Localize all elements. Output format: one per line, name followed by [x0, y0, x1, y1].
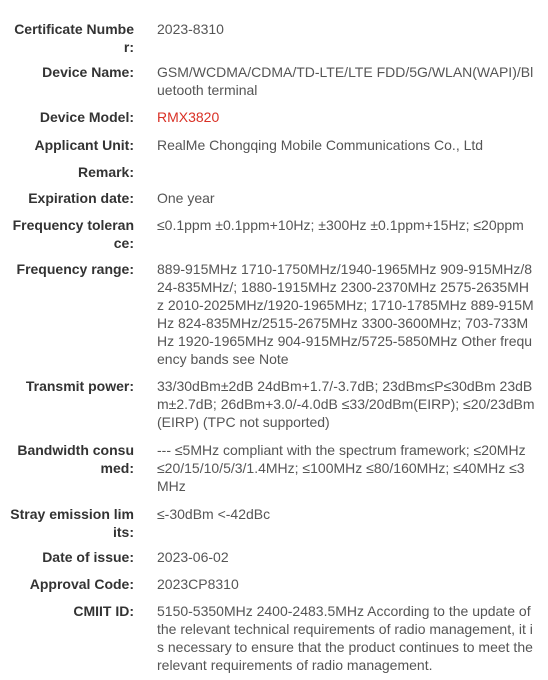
label-transmit-power: Transmit power: — [25, 378, 134, 394]
value-date-of-issue: 2023-06-02 — [157, 549, 229, 565]
label-frequency-tolerance: Frequency tolerance: — [12, 217, 134, 251]
value-device-model: RMX3820 — [157, 109, 220, 125]
label-bandwidth-consumed: Bandwidth consumed: — [17, 442, 134, 476]
value-approval-code: 2023CP8310 — [157, 576, 239, 592]
label-device-model: Device Model: — [39, 109, 134, 125]
label-approval-code: Approval Code: — [29, 576, 134, 592]
label-expiration-date: Expiration date: — [28, 190, 134, 206]
value-transmit-power: 33/30dBm±2dB 24dBm+1.7/-3.7dB; 23dBm≤P≤30dBm 23dBm±2.7dB; 26dBm+3.0/-4.0dB ≤33/20dBm(EIRP); ≤20/23dBm (EIRP) (TPC not supported) — [157, 378, 535, 430]
value-cmiit-id: 5150-5350MHz 2400-2483.5MHz According to the update of the relevant technical requirements of radio management, it is necessary to ensure that the product continues to meet the relevant requirements of radio management. — [157, 603, 533, 673]
label-certificate-number: Certificate Number: — [14, 21, 134, 55]
value-stray-emission-limits: ≤-30dBm <-42dBc — [157, 506, 271, 522]
label-remark: Remark: — [77, 164, 134, 180]
value-expiration-date: One year — [157, 190, 215, 206]
label-device-name: Device Name: — [42, 64, 134, 80]
value-frequency-tolerance: ≤0.1ppm ±0.1ppm+10Hz; ±300Hz ±0.1ppm+15Hz; ≤20ppm — [157, 217, 524, 233]
label-frequency-range: Frequency range: — [16, 261, 134, 277]
label-date-of-issue: Date of issue: — [42, 549, 134, 565]
label-applicant-unit: Applicant Unit: — [34, 137, 134, 153]
label-stray-emission-limits: Stray emission limits: — [10, 506, 134, 540]
value-bandwidth-consumed: --- ≤5MHz compliant with the spectrum framework; ≤20MHz ≤20/15/10/5/3/1.4MHz; ≤100MHz ≤80/160MHz; ≤40MHz ≤3MHz — [157, 442, 526, 494]
value-device-name: GSM/WCDMA/CDMA/TD-LTE/LTE FDD/5G/WLAN(WAPI)/Bluetooth terminal — [157, 64, 534, 98]
value-certificate-number: 2023-8310 — [157, 21, 224, 37]
value-frequency-range: 889-915MHz 1710-1750MHz/1940-1965MHz 909-915MHz/824-835MHz/; 1880-1915MHz 2300-2370MHz 2575-2635MHz 2010-2025MHz/1920-1965MHz; 1710-1785MHz 889-915MHz 824-835MHz/2515-2675MHz 3300-3600MHz; 703-733MHz 1920-1965MHz 904-915MHz/5725-5850MHz Other frequency bands see Note — [157, 261, 534, 367]
label-cmiit-id: CMIIT ID: — [73, 603, 134, 619]
value-applicant-unit: RealMe Chongqing Mobile Communications Co., Ltd — [157, 137, 484, 153]
